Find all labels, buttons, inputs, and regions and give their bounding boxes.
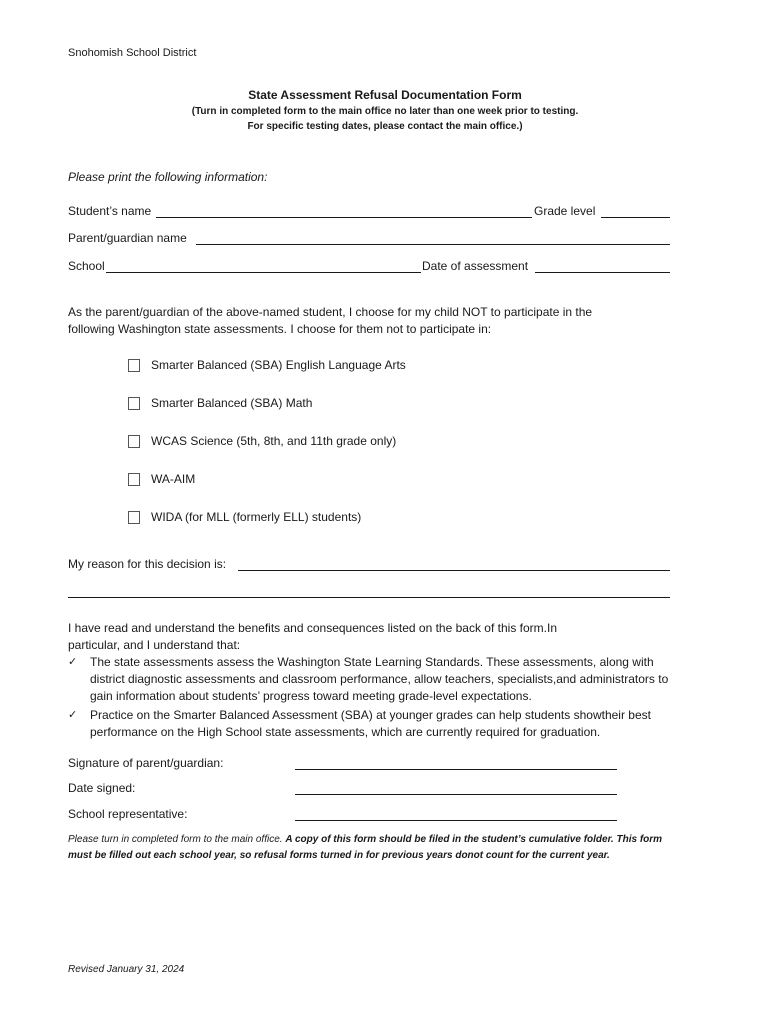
acknowledgement-line2: particular, and I understand that: [68, 638, 241, 652]
acknowledgement-item [68, 654, 688, 705]
date-of-assessment-field[interactable] [535, 272, 670, 273]
acknowledgement-intro [68, 620, 708, 654]
checkbox-wcas[interactable] [128, 435, 140, 448]
assessment-option-sba-ela[interactable] [128, 358, 406, 372]
info-prompt: Please print the following information: [68, 170, 268, 184]
date-signed-field[interactable] [295, 794, 617, 795]
choice-intro-line2: following Washington state assessments. I choose for them not to participate in: [68, 322, 492, 336]
reason-field-line1[interactable] [238, 570, 670, 571]
assessment-option-wa-aim[interactable] [128, 472, 195, 486]
reason-field-line2[interactable] [68, 597, 670, 598]
checkbox-sba-ela[interactable] [128, 359, 140, 372]
reason-label: My reason for this decision is: [68, 557, 227, 571]
date-of-assessment-label: Date of assessment [422, 259, 529, 273]
grade-level-label: Grade level [534, 204, 596, 218]
assessment-option-wcas[interactable] [128, 434, 396, 448]
student-name-field[interactable] [156, 217, 532, 218]
form-subtitle-line1: (Turn in completed form to the main office no later than one week prior to testing. [191, 106, 579, 117]
school-rep-label: School representative: [68, 807, 188, 821]
parent-signature-label: Signature of parent/guardian: [68, 756, 224, 770]
assessment-label-sba-math: Smarter Balanced (SBA) Math [151, 396, 313, 410]
assessment-label-wcas: WCAS Science (5th, 8th, and 11th grade only) [151, 434, 397, 448]
acknowledgement-line1: I have read and understand the benefits and consequences listed on the back of this form.In [68, 621, 557, 635]
parent-name-label: Parent/guardian name [68, 231, 187, 245]
assessment-option-wida[interactable] [128, 510, 361, 524]
parent-signature-field[interactable] [295, 769, 617, 770]
checkbox-sba-math[interactable] [128, 397, 140, 410]
school-rep-field[interactable] [295, 820, 617, 821]
form-subtitle-line2: For specific testing dates, please contact the main office.) [247, 121, 523, 132]
parent-name-field[interactable] [196, 244, 670, 245]
acknowledgement-item [68, 707, 688, 741]
checkmark-icon: ✓ [68, 656, 78, 668]
checkmark-icon: ✓ [68, 709, 78, 721]
footer-note-plain: Please turn in completed form to the main office. [68, 834, 283, 845]
student-name-label: Student’s name [68, 204, 152, 218]
district-name: Snohomish School District [68, 47, 197, 59]
grade-level-field[interactable] [601, 217, 670, 218]
checkbox-wa-aim[interactable] [128, 473, 140, 486]
choice-intro-line1: As the parent/guardian of the above-named student, I choose for my child NOT to participate in the [68, 305, 593, 319]
school-field[interactable] [106, 272, 421, 273]
acknowledgement-item-text: The state assessments assess the Washington State Learning Standards. These assessments, along with district diagnostic assessments and classroom performance, allow teachers, specialists,and administrators to gain information about students’ progress toward meeting grade-level expectations. [90, 655, 669, 703]
footer-note [68, 832, 678, 864]
assessment-option-sba-math[interactable] [128, 396, 312, 410]
assessment-label-sba-ela: Smarter Balanced (SBA) English Language Arts [151, 358, 406, 372]
choice-intro [68, 304, 708, 338]
date-signed-label: Date signed: [68, 781, 136, 795]
checkbox-wida[interactable] [128, 511, 140, 524]
footer-note-bold: A copy of this form should be filed in the student’s cumulative folder. This form must be filled out each school year, so refusal forms turned in for previous years donot count for the current year. [68, 834, 663, 861]
acknowledgement-item-text: Practice on the Smarter Balanced Assessment (SBA) at younger grades can help students showtheir best performance on the High School state assessments, which are currently required for graduation. [90, 708, 651, 739]
assessment-label-wa-aim: WA-AIM [151, 472, 196, 486]
assessment-label-wida: WIDA (for MLL (formerly ELL) students) [151, 510, 362, 524]
revised-date: Revised January 31, 2024 [68, 964, 185, 975]
school-label: School [68, 259, 105, 273]
form-title: State Assessment Refusal Documentation Form [248, 88, 522, 102]
